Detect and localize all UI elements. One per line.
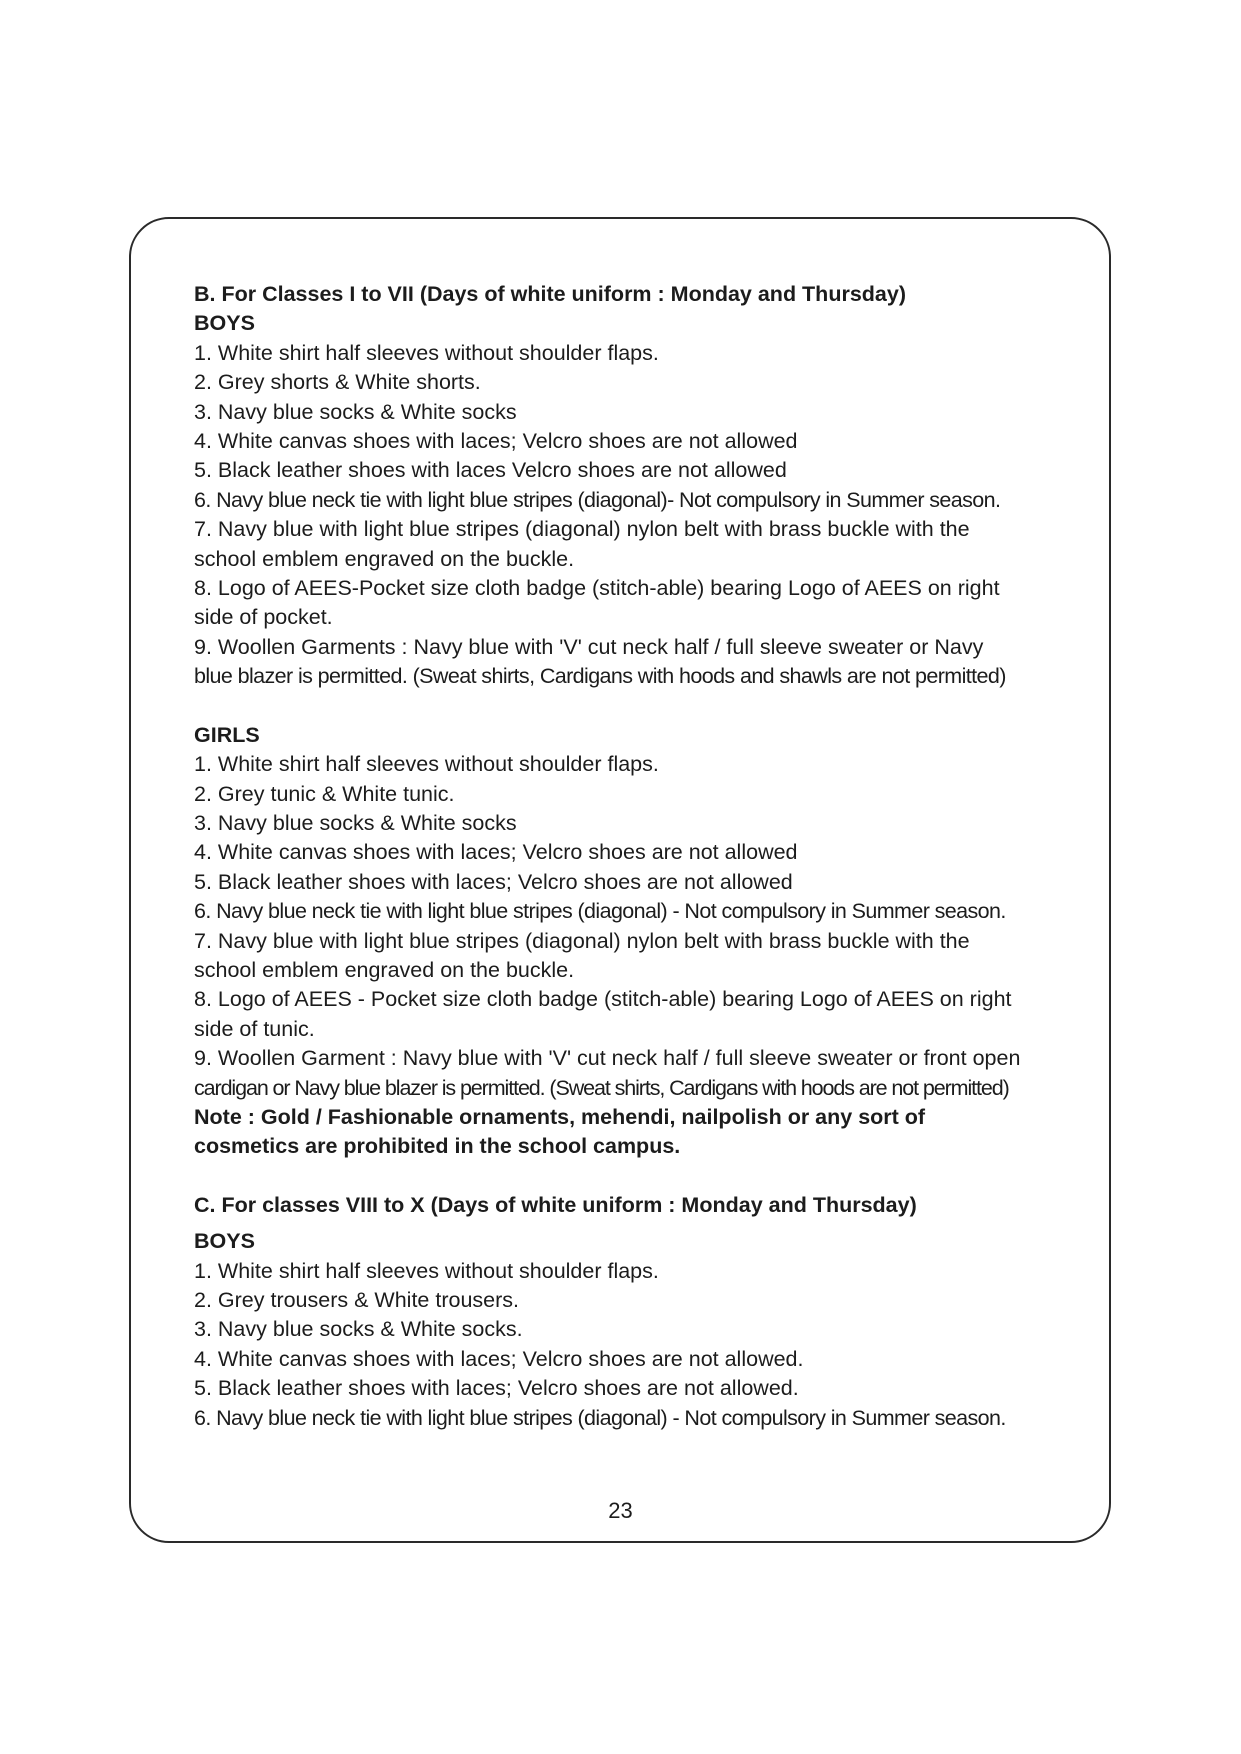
section-b-girls-item-8-cont: side of tunic. (194, 1016, 315, 1041)
section-c-boys-title: BOYS (194, 1229, 255, 1254)
section-b-girls-item-9: 9. Woollen Garment : Navy blue with 'V' cut neck half / full sleeve sweater or front open (194, 1046, 1021, 1071)
section-c-boys-item-3: 3. Navy blue socks & White socks. (194, 1317, 523, 1342)
spacer (194, 1220, 1074, 1227)
section-b-girls-item-9-cont: cardigan or Navy blue blazer is permitted. (Sweat shirts, Cardigans with hoods are not permitted) (194, 1075, 1009, 1100)
section-b-girls-item-4: 4. White canvas shoes with laces; Velcro shoes are not allowed (194, 840, 798, 865)
section-b-girls-item-5: 5. Black leather shoes with laces; Velcro shoes are not allowed (194, 869, 793, 894)
page-content (194, 280, 1074, 1433)
section-c-boys-item-6: 6. Navy blue neck tie with light blue stripes (diagonal) - Not compulsory in Summer season. (194, 1405, 1006, 1430)
section-c-boys-item-2: 2. Grey trousers & White trousers. (194, 1288, 519, 1312)
section-b-girls-item-6: 6. Navy blue neck tie with light blue stripes (diagonal) - Not compulsory in Summer season. (194, 899, 1006, 924)
section-b-girls-item-8: 8. Logo of AEES - Pocket size cloth badge (stitch-able) bearing Logo of AEES on right (194, 987, 1012, 1012)
section-b-boys-item-7-cont: school emblem engraved on the buckle. (194, 546, 575, 571)
section-b-girls-item-2: 2. Grey tunic & White tunic. (194, 781, 455, 806)
section-b-note-line-1: Note : Gold / Fashionable ornaments, mehendi, nailpolish or any sort of (194, 1104, 926, 1129)
page-number: 23 (608, 1498, 633, 1523)
spacer (194, 692, 1074, 721)
section-b-boys-item-8: 8. Logo of AEES-Pocket size cloth badge (stitch-able) bearing Logo of AEES on right (194, 576, 1000, 601)
section-b-boys-item-3: 3. Navy blue socks & White socks (194, 399, 517, 424)
section-b-boys-item-4: 4. White canvas shoes with laces; Velcro shoes are not allowed (194, 429, 798, 454)
section-b-boys-item-9-cont: blue blazer is permitted. (Sweat shirts, Cardigans with hoods and shawls are not permitted) (194, 664, 1006, 689)
section-b-boys-item-2: 2. Grey shorts & White shorts. (194, 370, 481, 395)
section-b-boys-item-6: 6. Navy blue neck tie with light blue stripes (diagonal)- Not compulsory in Summer season. (194, 487, 1001, 512)
section-b-girls-item-1: 1. White shirt half sleeves without shoulder flaps. (194, 752, 659, 777)
section-c-boys-item-1: 1. White shirt half sleeves without shoulder flaps. (194, 1258, 659, 1283)
section-c-boys-item-5: 5. Black leather shoes with laces; Velcro shoes are not allowed. (194, 1376, 799, 1401)
section-b-girls-item-3: 3. Navy blue socks & White socks (194, 810, 517, 835)
section-b-boys-title: BOYS (194, 311, 255, 336)
section-b-girls-item-7: 7. Navy blue with light blue stripes (diagonal) nylon belt with brass buckle with the (194, 928, 970, 953)
section-b-note-line-2: cosmetics are prohibited in the school campus. (194, 1134, 681, 1159)
section-c-heading: C. For classes VIII to X (Days of white uniform : Monday and Thursday) (194, 1192, 917, 1217)
section-b-girls-title: GIRLS (194, 722, 260, 747)
section-b-boys-item-7: 7. Navy blue with light blue stripes (diagonal) nylon belt with brass buckle with the (194, 517, 970, 542)
section-b-girls-item-7-cont: school emblem engraved on the buckle. (194, 957, 575, 982)
section-b-boys-item-8-cont: side of pocket. (194, 605, 333, 630)
section-c-boys-item-4: 4. White canvas shoes with laces; Velcro shoes are not allowed. (194, 1346, 804, 1371)
section-b-boys-item-1: 1. White shirt half sleeves without shoulder flaps. (194, 340, 659, 365)
section-b-boys-item-5: 5. Black leather shoes with laces Velcro shoes are not allowed (194, 458, 787, 483)
spacer (194, 1162, 1074, 1191)
section-b-heading: B. For Classes I to VII (Days of white uniform : Monday and Thursday) (194, 282, 906, 306)
section-b-boys-item-9: 9. Woollen Garments : Navy blue with 'V' cut neck half / full sleeve sweater or Navy (194, 634, 984, 659)
